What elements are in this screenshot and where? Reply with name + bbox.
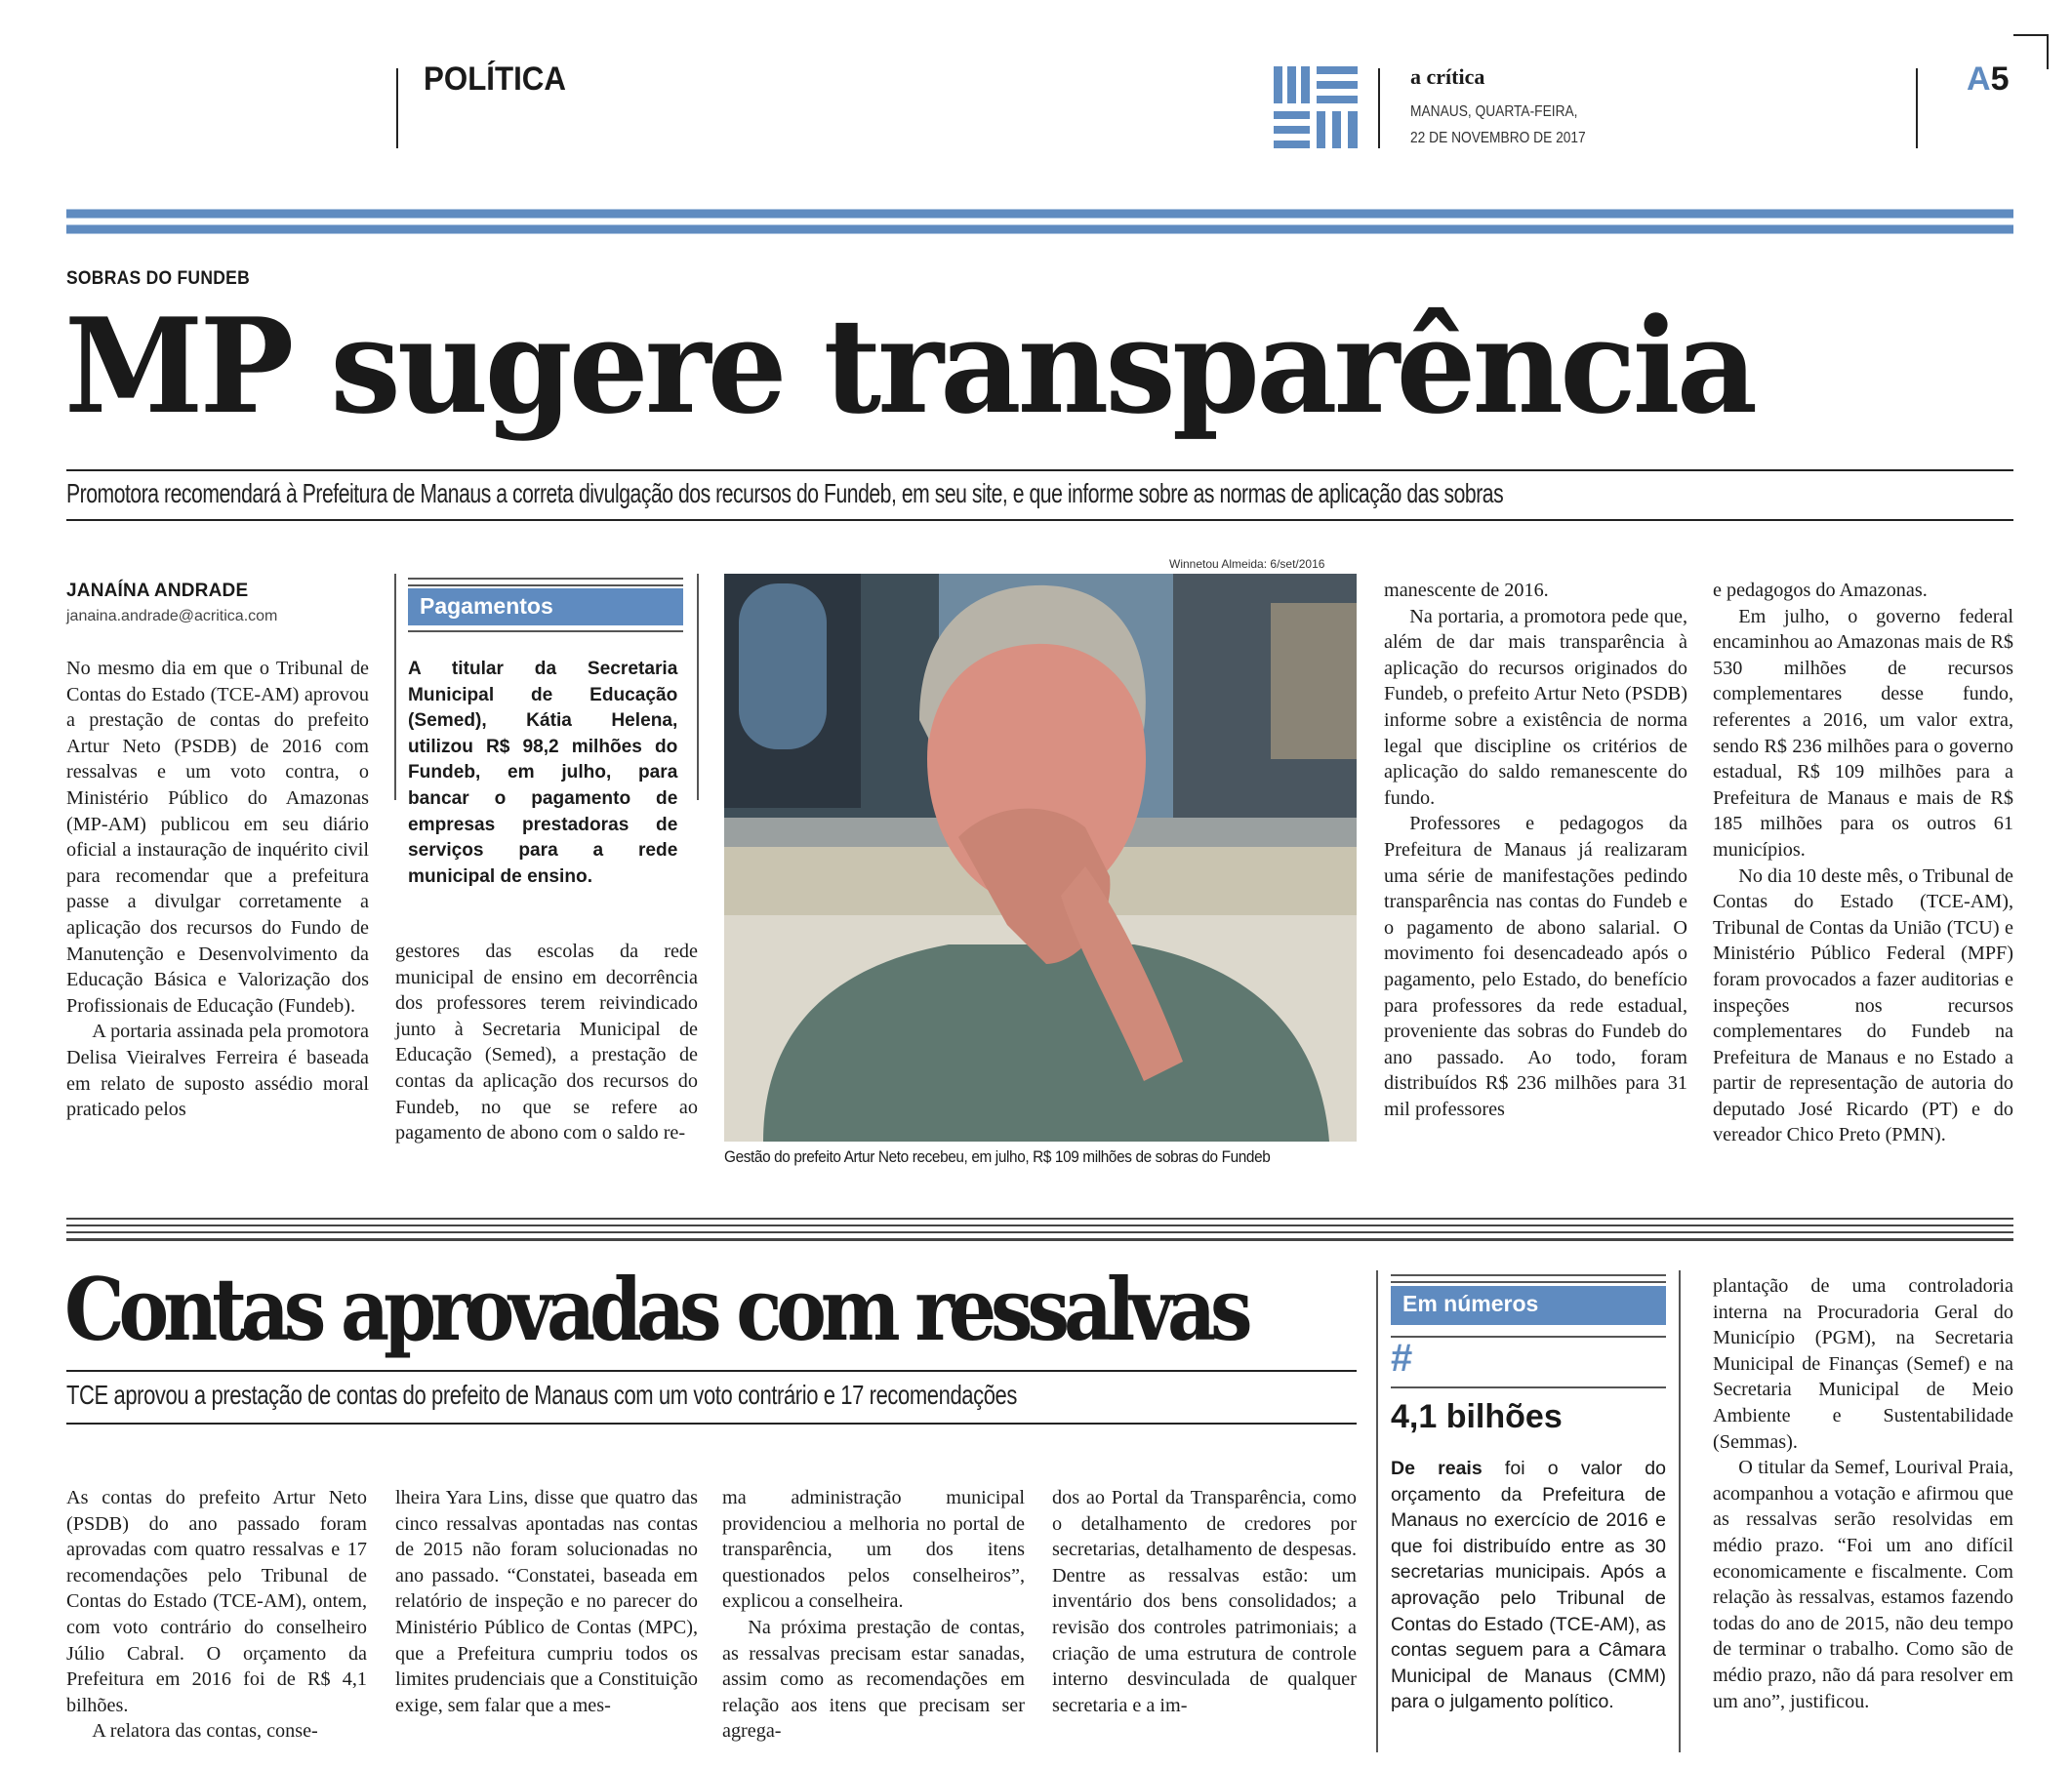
paragraph: gestores das escolas da rede municipal de ensino em decorrência dos professores terem reivindicado junto à Secretaria Municipal de Educação (Semed), a prestação de contas da aplicação dos recursos do Fundeb, no que se refere ao pagamento de abono com o saldo re- <box>395 941 698 1145</box>
page-digit: 5 <box>1990 60 2010 98</box>
paragraph: No dia 10 deste mês, o Tribunal de Contas do Estado (TCE-AM), Tribunal de Contas da União (TCU) e Ministério Público Federal (MPF) foram provocados a fazer auditorias e inspeções nos recursos complementares do Fundeb na Prefeitura de Manaus e no Estado a partir de representação de autoria do deputado José Ricardo (PT) e do vereador Chico Preto (PMN). <box>1713 864 2013 1146</box>
header-divider-logo <box>1378 68 1380 148</box>
story1-deck: Promotora recomendará à Prefeitura de Manaus a correta divulgação dos recursos do Fundeb, em seu site, e que informe sobre as normas de aplicação das sobras <box>66 478 1504 508</box>
numbers-divider-left <box>1376 1270 1378 1752</box>
deck-rule-bottom <box>66 519 2013 521</box>
numbers-body: foi o valor do orçamento da Prefeitura de Manaus no exercício de 2016 e que foi distribuído entre as 30 secretarias municipais. Após a aprovação pelo Tribunal de Contas do Estado (TCE-AM), as contas seguem para a Câmara Municipal de Manaus (CMM) para o julgamento político. <box>1391 1458 1666 1713</box>
story2-deck-rule-top <box>66 1370 1357 1372</box>
numbers-figure: 4,1 bilhões <box>1391 1398 1563 1435</box>
hash-icon: # <box>1391 1337 1413 1380</box>
story1-column-1 <box>66 656 369 1123</box>
sidebar-divider-left <box>394 574 396 800</box>
paragraph: A portaria assinada pela promotora Delisa Vieiralves Ferreira é baseada em relato de suposto assédio moral praticado pelos <box>66 1021 369 1121</box>
sidebar-text: A titular da Secretaria Municipal de Educação (Semed), Kátia Helena, utilizou R$ 98,2 milhões do Fundeb, em julho, para bancar o pagamento de empresas prestadoras de serviços para a rede municipal de ensino. <box>408 658 678 887</box>
header-band-bottom <box>66 224 2013 234</box>
story2-deck: TCE aprovou a prestação de contas do prefeito de Manaus com um voto contrário e 17 recomendações <box>66 1380 1017 1410</box>
story1-column-2 <box>395 939 698 1146</box>
paragraph: A relatora das contas, conse- <box>92 1720 318 1743</box>
byline-name: JANAÍNA ANDRADE <box>66 581 249 601</box>
story2-headline: Contas aprovadas com ressalvas <box>64 1259 1247 1360</box>
newspaper-name: a crítica <box>1410 64 1485 89</box>
page-letter: A <box>1967 60 1991 98</box>
story2-column-2 <box>395 1485 698 1718</box>
numbers-box-title: Em números <box>1391 1286 1666 1325</box>
numbers-lead: De reais <box>1391 1458 1483 1479</box>
header-band-top <box>66 209 2013 219</box>
paragraph: manescente de 2016. <box>1384 580 1549 601</box>
paragraph: Na portaria, a promotora pede que, além de dar mais transparência à aplicação do recursos originados do Fundeb, o prefeito Artur Neto (PSDB) informe sobre a existência de norma legal que discipline os critérios de aplicação do saldo remanescente do fundo. <box>1384 605 1687 809</box>
numbers-divider-right <box>1679 1270 1681 1752</box>
numbers-rule <box>1391 1274 1666 1276</box>
sidebar-rule <box>408 578 683 580</box>
story2-deck-rule-bottom <box>66 1423 1357 1425</box>
dateline-weekday: MANAUS, QUARTA-FEIRA, <box>1410 103 1578 120</box>
paragraph: e pedagogos do Amazonas. <box>1713 580 1928 601</box>
paragraph: Na próxima prestação de contas, as ressalvas precisam estar sanadas, assim como as recomendações em relação aos itens que precisam ser agrega- <box>722 1616 1025 1743</box>
header-divider-right <box>1916 68 1918 148</box>
newspaper-logo-icon <box>1274 66 1358 148</box>
paragraph: lheira Yara Lins, disse que quatro das cinco ressalvas apontadas nas contas de 2015 não foram solucionadas no ano passado. “Constatei, baseada em relatório de inspeção e no parecer do Ministério Público de Contas (MPC), que a Prefeitura cumpriu todos os limites prudenciais que a Constituição exige, sem falar que a mes- <box>395 1487 698 1716</box>
header-divider-left <box>396 68 398 148</box>
story-separator <box>66 1218 2013 1220</box>
section-name: POLÍTICA <box>424 60 566 98</box>
sidebar-title: Pagamentos <box>408 588 683 625</box>
story1-column-3 <box>1384 578 1687 1122</box>
story-separator <box>66 1238 2013 1241</box>
photo-credit: Winnetou Almeida: 6/set/2016 <box>1169 557 1325 571</box>
paragraph: plantação de uma controladoria interna na Procuradoria Geral do Município (PGM), na Secretaria Municipal de Finanças (Semef) e na Secretaria Municipal de Meio Ambiente e Sustentabilidade (Semmas). <box>1713 1275 2013 1453</box>
story1-headline: MP sugere transparência <box>64 289 1755 443</box>
story2-column-1 <box>66 1485 367 1745</box>
paragraph: Em julho, o governo federal encaminhou ao Amazonas mais de R$ 530 milhões de recursos complementares desse fundo, referentes a 2016, um valor extra, sendo R$ 236 milhões para o governo estadual, R$ 109 milhões para a Prefeitura de Manaus e mais de R$ 185 milhões para os outros 61 municípios. <box>1713 605 2013 861</box>
numbers-rule <box>1391 1281 1666 1283</box>
photo-image <box>724 574 1357 1142</box>
paragraph: O titular da Semef, Lourival Praia, acompanhou a votação e afirmou que as ressalvas serão resolvidas em médio prazo. “Foi um ano difícil economicamente e fiscalmente. Com relação às ressalvas, estamos fazendo todas do ano de 2015, não deu tempo de terminar o trabalho. Como são de médio prazo, não dá para resolver em um ano”, justificou. <box>1713 1457 2013 1712</box>
story2-column-4 <box>1052 1485 1357 1718</box>
byline-email[interactable]: janaina.andrade@acritica.com <box>66 608 278 624</box>
deck-rule-top <box>66 469 2013 471</box>
page-number <box>1967 60 2009 99</box>
sidebar-rule <box>408 630 683 632</box>
dateline-date: 22 DE NOVEMBRO DE 2017 <box>1410 130 1586 146</box>
story2-column-3 <box>722 1485 1025 1745</box>
photo-caption: Gestão do prefeito Artur Neto recebeu, em julho, R$ 109 milhões de sobras do Fundeb <box>724 1148 1271 1166</box>
paragraph: ma administração municipal providenciou a melhoria no portal de transparência, um dos itens questionados pelos conselheiros”, explicou a conselheira. <box>722 1487 1025 1613</box>
sidebar-divider-right <box>697 574 699 800</box>
paragraph: As contas do prefeito Artur Neto (PSDB) do ano passado foram aprovadas com quatro ressalvas e 17 recomendações pelo Tribunal de Contas do Estado (TCE-AM), ontem, com voto contrário do conselheiro Júlio Cabral. O orçamento da Prefeitura em 2016 foi de R$ 4,1 bilhões. <box>66 1487 367 1716</box>
sidebar-rule <box>408 584 683 586</box>
crop-mark <box>2013 34 2049 69</box>
numbers-text <box>1391 1456 1666 1715</box>
paragraph: dos ao Portal da Transparência, como o detalhamento de credores por secretarias, detalhamento de despesas. Dentre as ressalvas estão: um inventário dos bens consolidados; a revisão dos controles patrimoniais; a criação de uma estrutura de controle interno desvinculada de qualquer secretaria e a im- <box>1052 1487 1357 1716</box>
story2-column-5 <box>1713 1273 2013 1714</box>
paragraph: Professores e pedagogos da Prefeitura de Manaus já realizaram uma série de manifestações pedindo transparência nas contas do Fundeb e o pagamento de abono salarial. O movimento foi desencadeado após o pagamento, pelo Estado, do benefício para professores da rede estadual, proveniente das sobras do Fundeb do ano passado. Ao todo, foram distribuídos R$ 236 milhões para 31 mil professores <box>1384 813 1687 1120</box>
story1-column-4 <box>1713 578 2013 1148</box>
story-separator <box>66 1231 2013 1233</box>
numbers-rule <box>1391 1386 1666 1388</box>
photo-artur-neto <box>724 574 1357 1142</box>
story-separator <box>66 1225 2013 1226</box>
numbers-rule <box>1391 1336 1666 1338</box>
story1-kicker: SOBRAS DO FUNDEB <box>66 268 250 289</box>
paragraph: No mesmo dia em que o Tribunal de Contas do Estado (TCE-AM) aprovou a prestação de contas do prefeito Artur Neto (PSDB) de 2016 com ressalvas e um voto contra, o Ministério Público do Amazonas (MP-AM) publicou em seu diário oficial a instauração de inquérito civil para recomendar que a prefeitura passe a divulgar corretamente a aplicação dos recursos do Fundo de Manutenção e Desenvolvimento da Educação Básica e Valorização dos Profissionais de Educação (Fundeb). <box>66 658 369 1017</box>
